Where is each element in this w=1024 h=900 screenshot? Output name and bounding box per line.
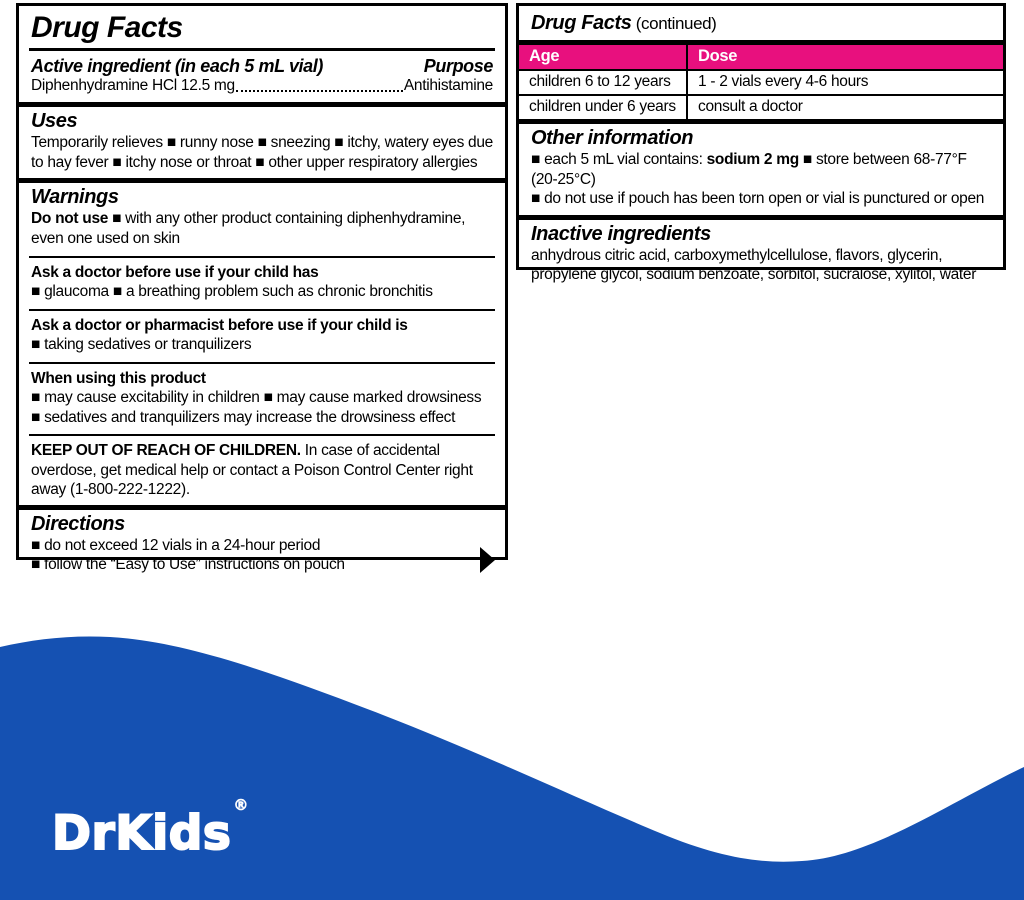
continued-title-row xyxy=(519,6,1003,40)
when-using-heading: When using this product xyxy=(31,369,206,387)
ask-doctor-text: ■ glaucoma ■ a breathing problem such as chronic bronchitis xyxy=(31,283,433,301)
table-row xyxy=(519,95,1003,119)
ask-doctor-section xyxy=(19,260,505,307)
subsection-divider xyxy=(29,362,495,364)
when-using-line2: ■ sedatives and tranquilizers may increase the drowsiness effect xyxy=(31,408,456,426)
inactive-ingredients-text: anhydrous citric acid, carboxymethylcellulose, flavors, glycerin, propylene glycol, sodium benzoate, sorbitol, sucralose, xylitol, water xyxy=(531,246,977,284)
title-divider xyxy=(29,48,495,51)
purpose-value: Antihistamine xyxy=(403,77,493,94)
do-not-use-lead: Do not use xyxy=(31,210,109,228)
ask-pharmacist-text: ■ taking sedatives or tranquilizers xyxy=(31,336,252,354)
active-ingredient-header xyxy=(19,53,505,77)
other-information-heading: Other information xyxy=(531,127,694,149)
dose-cell: consult a doctor xyxy=(687,95,1003,119)
active-ingredient-heading: Active ingredient (in each 5 mL vial) xyxy=(31,56,323,76)
warnings-heading: Warnings xyxy=(31,186,119,209)
purpose-heading: Purpose xyxy=(423,56,493,76)
continued-suffix: (continued) xyxy=(631,14,717,33)
age-column-header: Age xyxy=(519,45,687,70)
inactive-ingredients-section xyxy=(519,220,1003,291)
do-not-use-text: Do not use ■ with any other product containing diphenhydramine, even one used on skin xyxy=(31,210,466,247)
sodium-content: sodium 2 mg xyxy=(706,151,799,168)
warnings-section xyxy=(19,183,505,254)
dose-cell: 1 - 2 vials every 4-6 hours xyxy=(687,70,1003,95)
keep-out-text: KEEP OUT OF REACH OF CHILDREN. In case of accidental overdose, get medical help or contact a Poison Control Center right away (1-800-222-1222). xyxy=(31,442,473,499)
inactive-ingredients-heading: Inactive ingredients xyxy=(531,222,711,245)
keep-out-lead: KEEP OUT OF REACH OF CHILDREN. xyxy=(31,442,301,460)
active-ingredient-row xyxy=(19,77,505,102)
uses-text: Temporarily relieves ■ runny nose ■ sneezing ■ itchy, watery eyes due to hay fever ■ itchy nose or throat ■ other upper respiratory allergies xyxy=(31,134,493,171)
continued-title: Drug Facts xyxy=(531,12,632,34)
dotted-leader xyxy=(236,90,403,92)
directions-line2: ■ follow the “Easy to Use” instructions on pouch xyxy=(31,556,345,574)
continued-arrow-icon xyxy=(480,547,495,573)
brand-logo-text: DrKids xyxy=(52,806,232,861)
ask-pharmacist-section xyxy=(19,313,505,360)
age-cell: children 6 to 12 years xyxy=(519,70,687,95)
ask-pharmacist-heading: Ask a doctor or pharmacist before use if your child is xyxy=(31,316,408,334)
directions-line1: ■ do not exceed 12 vials in a 24-hour period xyxy=(31,536,321,554)
other-information-section xyxy=(519,124,1003,215)
subsection-divider xyxy=(29,434,495,436)
drug-facts-title: Drug Facts xyxy=(31,11,183,44)
drug-facts-continued-panel xyxy=(516,3,1006,284)
drug-facts-panel xyxy=(16,3,508,574)
brand-logo xyxy=(52,796,249,861)
subsection-divider xyxy=(29,309,495,311)
registered-trademark-icon: ® xyxy=(233,796,249,815)
directions-heading: Directions xyxy=(31,512,125,535)
other-information-line2: ■ do not use if pouch has been torn open or vial is punctured or open xyxy=(531,190,985,208)
age-cell: children under 6 years xyxy=(519,95,687,119)
subsection-divider xyxy=(29,256,495,258)
when-using-line1: ■ may cause excitability in children ■ may cause marked drowsiness xyxy=(31,389,482,407)
directions-section xyxy=(19,510,505,581)
dosage-table-header-row xyxy=(519,45,1003,70)
keep-out-section xyxy=(19,438,505,505)
dose-column-header: Dose xyxy=(687,45,1003,70)
uses-section xyxy=(19,107,505,178)
table-row xyxy=(519,70,1003,95)
ingredient-name: Diphenhydramine HCl 12.5 mg xyxy=(31,77,235,94)
dosage-table xyxy=(519,45,1003,119)
when-using-section xyxy=(19,366,505,432)
other-information-line1: ■ each 5 mL vial contains: sodium 2 mg ■ store between 68-77°F (20-25°C) xyxy=(531,151,967,188)
uses-heading: Uses xyxy=(31,110,78,132)
ask-doctor-heading: Ask a doctor before use if your child has xyxy=(31,264,319,282)
